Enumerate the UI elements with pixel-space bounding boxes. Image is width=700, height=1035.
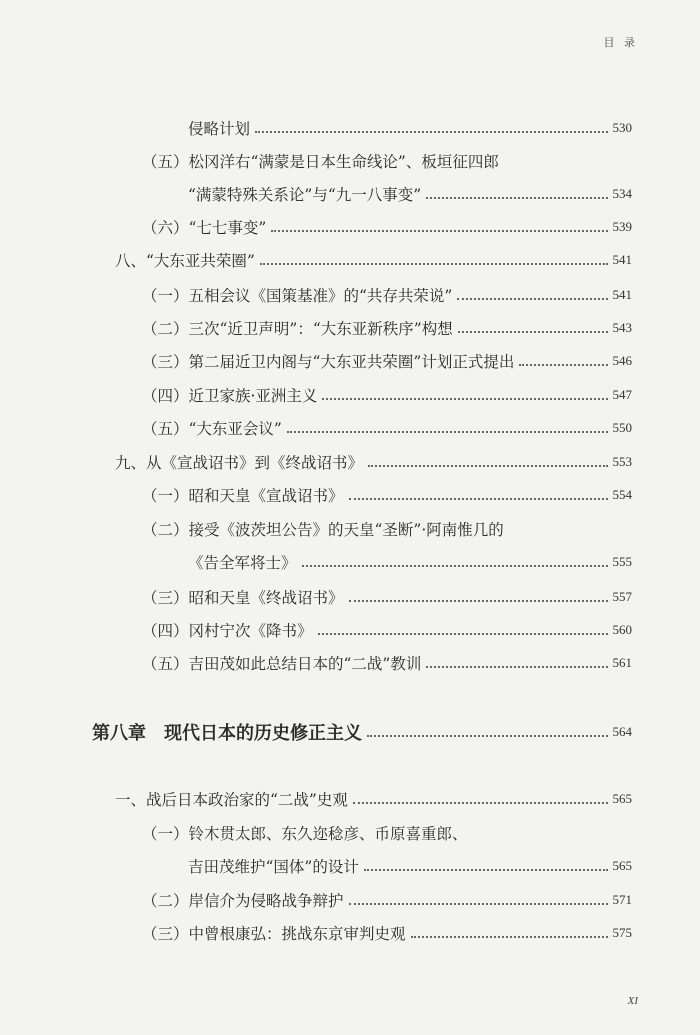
toc-entry[interactable] xyxy=(142,583,632,611)
toc-entry-page: 541 xyxy=(612,287,632,302)
leader-dots xyxy=(271,229,607,232)
toc-entry-title: 九、从《宣战诏书》到《终战诏书》 xyxy=(115,454,364,472)
toc-entry-page: 575 xyxy=(612,925,632,940)
toc-entry-title: （一）昭和天皇《宣战诏书》 xyxy=(142,487,344,505)
leader-dots xyxy=(349,599,608,602)
leader-dots xyxy=(349,902,608,905)
leader-dots xyxy=(318,632,608,635)
leader-dots xyxy=(368,464,607,467)
toc-entry[interactable] xyxy=(188,548,632,576)
toc-entry-page: 543 xyxy=(612,320,632,335)
chapter-title: 第八章 现代日本的历史修正主义 xyxy=(92,723,362,744)
leader-dots xyxy=(349,497,608,500)
toc-entry-title: （五）吉田茂如此总结日本的“二战”教训 xyxy=(142,655,422,673)
toc-section[interactable] xyxy=(115,785,632,813)
toc-entry-title: （三）第二届近卫内阁与“大东亚共荣圈”计划正式提出 xyxy=(142,353,515,371)
toc-entry[interactable] xyxy=(142,281,632,309)
toc-section[interactable] xyxy=(115,448,632,476)
toc-entry-title: 一、战后日本政治家的“二战”史观 xyxy=(115,791,348,809)
toc-entry-title: （二）三次“近卫声明”：“大东亚新秩序”构想 xyxy=(142,320,453,338)
toc-entry-title: （四）近卫家族·亚洲主义 xyxy=(142,387,318,405)
toc-entry-page: 546 xyxy=(612,353,632,368)
toc-entry-title: （六）“七七事变” xyxy=(142,219,267,237)
toc-entry-page: 553 xyxy=(612,454,632,469)
toc-entry-title: 八、“大东亚共荣圈” xyxy=(115,252,255,270)
toc-entry[interactable] xyxy=(142,515,632,543)
leader-dots xyxy=(411,935,608,938)
leader-dots xyxy=(353,801,608,804)
toc-entry[interactable] xyxy=(142,919,632,947)
toc-entry-title: （一）五相会议《国策基准》的“共存共荣说” xyxy=(142,287,453,305)
toc-entry[interactable] xyxy=(142,347,632,375)
toc-entry-page: 555 xyxy=(612,554,632,569)
leader-dots xyxy=(302,564,608,567)
leader-dots xyxy=(457,297,607,300)
toc-entry-title: （二）岸信介为侵略战争辩护 xyxy=(142,892,344,910)
toc-entry[interactable] xyxy=(188,114,632,142)
toc-entry-title: 侵略计划 xyxy=(188,120,251,138)
toc-entry-page: 547 xyxy=(612,387,632,402)
toc-entry-title: “满蒙特殊关系论”与“九一八事变” xyxy=(188,186,422,204)
toc-entry-page: 565 xyxy=(612,791,632,806)
leader-dots xyxy=(519,363,607,366)
toc-entry-page: 530 xyxy=(612,120,632,135)
leader-dots xyxy=(458,330,608,333)
toc-entry[interactable] xyxy=(142,819,632,847)
toc-entry-title: （五）“大东亚会议” xyxy=(142,420,282,438)
toc-entry-title: 吉田茂维护“国体”的设计 xyxy=(188,858,359,876)
leader-dots xyxy=(255,130,607,133)
toc-entry-title: （三）昭和天皇《终战诏书》 xyxy=(142,589,344,607)
toc-entry-page: 561 xyxy=(612,655,632,670)
toc-entry[interactable] xyxy=(142,616,632,644)
toc-entry-page: 571 xyxy=(612,892,632,907)
leader-dots xyxy=(426,665,607,668)
page-number: XI xyxy=(627,995,638,1007)
leader-dots xyxy=(260,262,608,265)
leader-dots xyxy=(287,430,608,433)
toc-entry[interactable] xyxy=(142,886,632,914)
toc-entry-page: 564 xyxy=(612,724,632,739)
toc-entry[interactable] xyxy=(142,147,632,175)
toc-entry-title: 《告全军将士》 xyxy=(188,554,297,572)
toc-entry-title: （五）松冈洋右“满蒙是日本生命线论”、板垣征四郎 xyxy=(142,153,499,171)
leader-dots xyxy=(322,397,607,400)
toc-entry-title: （三）中曾根康弘：挑战东京审判史观 xyxy=(142,925,406,943)
toc-entry[interactable] xyxy=(188,852,632,880)
toc-section[interactable] xyxy=(115,246,632,274)
leader-dots xyxy=(367,734,608,737)
toc-entry-page: 554 xyxy=(612,487,632,502)
toc-entry-page: 541 xyxy=(612,252,632,267)
toc-entry[interactable] xyxy=(142,213,632,241)
toc-entry[interactable] xyxy=(188,180,632,208)
toc-entry-page: 557 xyxy=(612,589,632,604)
toc-entry-page: 539 xyxy=(612,219,632,234)
toc-entry[interactable] xyxy=(142,649,632,677)
toc-entry[interactable] xyxy=(142,481,632,509)
leader-dots xyxy=(426,196,607,199)
toc-entry-page: 560 xyxy=(612,622,632,637)
toc-entry[interactable] xyxy=(142,381,632,409)
toc-chapter[interactable] xyxy=(92,718,632,746)
toc-entry-page: 565 xyxy=(612,858,632,873)
toc-entry[interactable] xyxy=(142,414,632,442)
toc-entry-title: （四）冈村宁次《降书》 xyxy=(142,622,313,640)
toc-entry-page: 534 xyxy=(612,186,632,201)
toc-entry-title: （二）接受《波茨坦公告》的天皇“圣断”·阿南惟几的 xyxy=(142,521,504,539)
toc-entry-page: 550 xyxy=(612,420,632,435)
toc-entry[interactable] xyxy=(142,314,632,342)
running-header: 目 录 xyxy=(603,36,638,49)
leader-dots xyxy=(364,868,608,871)
toc-entry-title: （一）铃木贯太郎、东久迩稔彦、币原喜重郎、 xyxy=(142,825,468,843)
